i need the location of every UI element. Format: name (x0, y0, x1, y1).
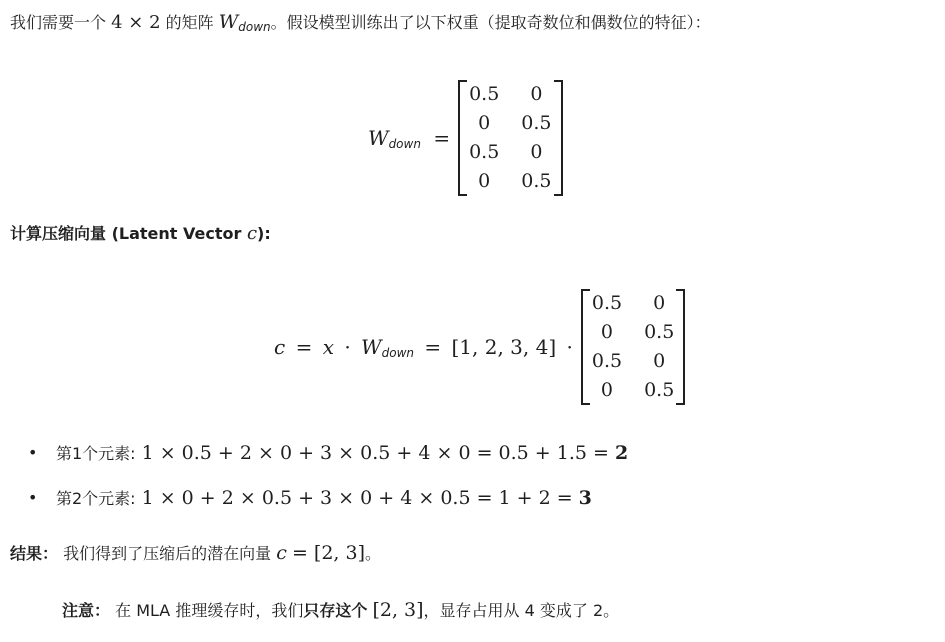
result-eq: = [2, 3] (291, 542, 366, 564)
matrix2-cell: 0 (600, 379, 614, 401)
eq2-w-sub: down (381, 345, 414, 360)
eq2-w: W (361, 334, 382, 359)
eq2-x: x (322, 334, 334, 359)
intro-w: W (218, 11, 239, 33)
matrix1-right-bracket (554, 80, 563, 196)
intro-prefix: 我们需要一个 (10, 13, 107, 32)
matrix2-cell: 0.5 (644, 379, 675, 401)
note-text-2: ，显存占用从 4 变成了 2。 (423, 601, 620, 620)
bullet-2-result: 3 (578, 487, 592, 509)
matrix1 (458, 80, 562, 196)
note-label: 注意： (62, 601, 111, 620)
matrix1-lhs (368, 126, 450, 151)
matrix2-cell: 0.5 (591, 350, 623, 372)
latent-equation-lhs (274, 335, 573, 360)
matrix1-cell: 0 (530, 83, 543, 105)
bullet-2-expr: 1 × 0 + 2 × 0.5 + 3 × 0 + 4 × 0.5 = 1 + 2 = (141, 487, 573, 509)
matrix2 (581, 289, 685, 405)
bullet-1-label: 第1个元素: (56, 444, 136, 463)
matrix1-cell: 0 (530, 141, 543, 163)
intro-dims: 4 × 2 (111, 12, 161, 33)
matrix1-cell: 0.5 (521, 112, 552, 134)
matrix2-cell: 0.5 (591, 292, 623, 314)
matrix2-left-bracket (581, 289, 590, 405)
intro-w-sub: down (238, 20, 271, 34)
bullet-1-result: 2 (614, 442, 629, 464)
matrix1-w: W (368, 125, 389, 150)
bullet-dot-icon: • (28, 443, 38, 462)
matrix1-cell: 0 (478, 170, 491, 192)
eq2-equals-1: = (295, 334, 313, 359)
bullet-dot-icon: • (28, 488, 38, 507)
bullet-1-expr: 1 × 0.5 + 2 × 0 + 3 × 0.5 + 4 × 0 = 0.5 + 1.5 = (141, 442, 609, 464)
result-label: 结果： (10, 544, 59, 563)
bullet-item-2 (56, 486, 592, 511)
eq2-dot-2: · (566, 334, 573, 359)
intro-mid: 的矩阵 (165, 13, 214, 32)
intro-paragraph (10, 10, 711, 39)
section-title-end: ): (257, 224, 271, 243)
matrix1-left-bracket (458, 80, 467, 196)
result-var: c (276, 542, 287, 564)
matrix2-cell: 0 (600, 321, 614, 343)
note-bold: 只存这个 (303, 601, 368, 620)
matrix2-grid (590, 289, 676, 405)
result-text: 我们得到了压缩后的潜在向量 (63, 544, 272, 563)
note-paragraph (62, 598, 619, 623)
eq2-c: c (274, 334, 286, 359)
section-title (10, 222, 271, 246)
matrix1-cell: 0.5 (469, 141, 500, 163)
matrix-equation-1 (368, 80, 563, 196)
matrix1-equals: = (433, 125, 451, 150)
bullet-item-1 (56, 441, 628, 466)
section-title-var: c (246, 223, 258, 244)
eq2-equals-2: = (424, 334, 442, 359)
note-vector: [2, 3] (372, 599, 424, 621)
matrix1-cell: 0.5 (521, 170, 552, 192)
matrix1-cell: 0.5 (469, 83, 500, 105)
intro-suffix: 。假设模型训练出了以下权重（提取奇数位和偶数位的特征）： (270, 13, 711, 32)
matrix1-grid (467, 80, 553, 196)
matrix2-right-bracket (676, 289, 685, 405)
matrix1-w-sub: down (388, 136, 421, 151)
latent-equation (274, 289, 685, 405)
result-paragraph (10, 541, 381, 566)
eq2-vector: [1, 2, 3, 4] (451, 334, 557, 359)
matrix2-cell: 0 (653, 350, 666, 372)
matrix2-cell: 0.5 (644, 321, 675, 343)
eq2-dot: · (344, 334, 351, 359)
section-title-text: 计算压缩向量 (Latent Vector (10, 224, 247, 243)
result-end: 。 (365, 544, 382, 563)
bullet-2-label: 第2个元素: (56, 489, 136, 508)
matrix2-cell: 0 (653, 292, 666, 314)
matrix1-cell: 0 (478, 112, 491, 134)
note-text-1: 在 MLA 推理缓存时，我们 (115, 601, 304, 620)
